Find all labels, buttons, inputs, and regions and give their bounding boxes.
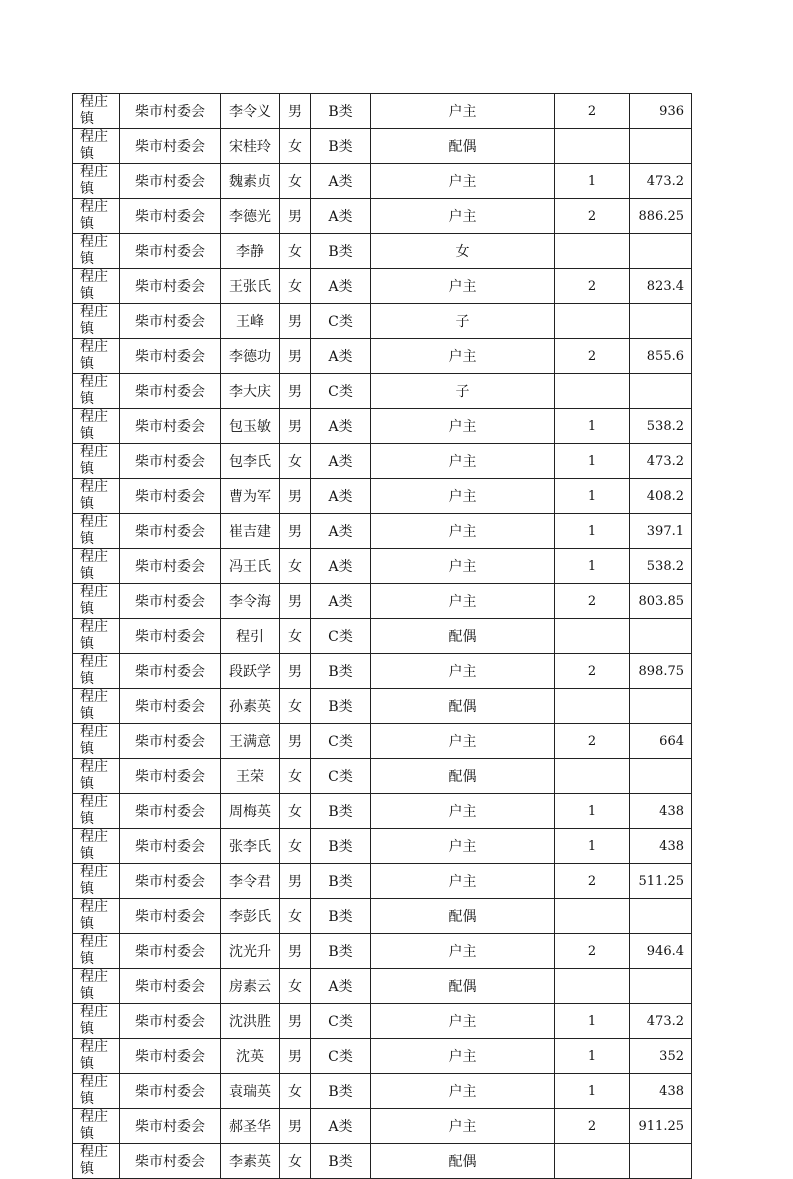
relation-cell: 配偶 — [371, 1144, 555, 1179]
town-cell: 程庄镇 — [73, 794, 120, 829]
table-row — [73, 934, 692, 969]
gender-cell: 女 — [280, 1144, 311, 1179]
name-cell: 张李氏 — [221, 829, 280, 864]
town-cell: 程庄镇 — [73, 864, 120, 899]
gender-cell: 女 — [280, 164, 311, 199]
amount-cell: 473.2 — [630, 164, 692, 199]
gender-cell: 男 — [280, 654, 311, 689]
relation-cell: 户主 — [371, 934, 555, 969]
count-cell: 2 — [555, 934, 630, 969]
name-cell: 沈光升 — [221, 934, 280, 969]
count-cell: 2 — [555, 584, 630, 619]
category-cell: C类 — [311, 304, 371, 339]
amount-cell — [630, 899, 692, 934]
table-row — [73, 584, 692, 619]
category-cell: B类 — [311, 689, 371, 724]
table-row — [73, 689, 692, 724]
amount-cell: 473.2 — [630, 444, 692, 479]
relation-cell: 户主 — [371, 199, 555, 234]
gender-cell: 男 — [280, 409, 311, 444]
category-cell: C类 — [311, 619, 371, 654]
village-cell: 柴市村委会 — [120, 164, 221, 199]
count-cell: 1 — [555, 164, 630, 199]
category-cell: A类 — [311, 409, 371, 444]
town-cell: 程庄镇 — [73, 479, 120, 514]
amount-cell — [630, 1144, 692, 1179]
table-row — [73, 1144, 692, 1179]
count-cell: 1 — [555, 829, 630, 864]
amount-cell: 946.4 — [630, 934, 692, 969]
relation-cell: 配偶 — [371, 899, 555, 934]
name-cell: 李彭氏 — [221, 899, 280, 934]
table-row — [73, 164, 692, 199]
count-cell — [555, 234, 630, 269]
amount-cell — [630, 304, 692, 339]
relation-cell: 户主 — [371, 1004, 555, 1039]
village-cell: 柴市村委会 — [120, 759, 221, 794]
category-cell: A类 — [311, 549, 371, 584]
name-cell: 房素云 — [221, 969, 280, 1004]
amount-cell — [630, 759, 692, 794]
gender-cell: 男 — [280, 1004, 311, 1039]
category-cell: B类 — [311, 1144, 371, 1179]
name-cell: 郝圣华 — [221, 1109, 280, 1144]
table-row — [73, 864, 692, 899]
amount-cell: 473.2 — [630, 1004, 692, 1039]
town-cell: 程庄镇 — [73, 724, 120, 759]
relation-cell: 户主 — [371, 479, 555, 514]
name-cell: 魏素贞 — [221, 164, 280, 199]
village-cell: 柴市村委会 — [120, 969, 221, 1004]
gender-cell: 男 — [280, 724, 311, 759]
count-cell: 1 — [555, 479, 630, 514]
name-cell: 周梅英 — [221, 794, 280, 829]
town-cell: 程庄镇 — [73, 514, 120, 549]
village-cell: 柴市村委会 — [120, 724, 221, 759]
category-cell: B类 — [311, 934, 371, 969]
amount-cell: 511.25 — [630, 864, 692, 899]
table-row — [73, 1109, 692, 1144]
gender-cell: 女 — [280, 444, 311, 479]
table-row — [73, 969, 692, 1004]
table-row — [73, 304, 692, 339]
relation-cell: 户主 — [371, 444, 555, 479]
amount-cell: 438 — [630, 829, 692, 864]
relation-cell: 户主 — [371, 654, 555, 689]
town-cell: 程庄镇 — [73, 234, 120, 269]
relation-cell: 户主 — [371, 584, 555, 619]
count-cell: 1 — [555, 1004, 630, 1039]
count-cell: 1 — [555, 514, 630, 549]
relation-cell: 子 — [371, 304, 555, 339]
town-cell: 程庄镇 — [73, 1039, 120, 1074]
amount-cell — [630, 374, 692, 409]
gender-cell: 男 — [280, 934, 311, 969]
gender-cell: 女 — [280, 794, 311, 829]
name-cell: 沈洪胜 — [221, 1004, 280, 1039]
village-cell: 柴市村委会 — [120, 339, 221, 374]
relation-cell: 户主 — [371, 339, 555, 374]
count-cell: 2 — [555, 339, 630, 374]
village-cell: 柴市村委会 — [120, 1039, 221, 1074]
name-cell: 曹为军 — [221, 479, 280, 514]
amount-cell: 936 — [630, 94, 692, 129]
amount-cell — [630, 619, 692, 654]
relation-cell: 户主 — [371, 794, 555, 829]
village-cell: 柴市村委会 — [120, 479, 221, 514]
relation-cell: 户主 — [371, 94, 555, 129]
category-cell: C类 — [311, 374, 371, 409]
category-cell: B类 — [311, 864, 371, 899]
table-row — [73, 759, 692, 794]
town-cell: 程庄镇 — [73, 654, 120, 689]
table-row — [73, 654, 692, 689]
gender-cell: 男 — [280, 94, 311, 129]
count-cell — [555, 129, 630, 164]
count-cell: 2 — [555, 199, 630, 234]
name-cell: 王荣 — [221, 759, 280, 794]
amount-cell: 664 — [630, 724, 692, 759]
category-cell: C类 — [311, 1004, 371, 1039]
gender-cell: 男 — [280, 584, 311, 619]
table-row — [73, 619, 692, 654]
table-row — [73, 94, 692, 129]
name-cell: 李静 — [221, 234, 280, 269]
table-row — [73, 479, 692, 514]
gender-cell: 男 — [280, 479, 311, 514]
data-table — [72, 93, 692, 1179]
gender-cell: 男 — [280, 514, 311, 549]
table-row — [73, 444, 692, 479]
town-cell: 程庄镇 — [73, 269, 120, 304]
village-cell: 柴市村委会 — [120, 199, 221, 234]
name-cell: 段跃学 — [221, 654, 280, 689]
village-cell: 柴市村委会 — [120, 619, 221, 654]
table-row — [73, 374, 692, 409]
relation-cell: 户主 — [371, 1109, 555, 1144]
category-cell: A类 — [311, 269, 371, 304]
table-row — [73, 129, 692, 164]
village-cell: 柴市村委会 — [120, 1144, 221, 1179]
gender-cell: 女 — [280, 689, 311, 724]
count-cell — [555, 619, 630, 654]
village-cell: 柴市村委会 — [120, 514, 221, 549]
category-cell: A类 — [311, 1109, 371, 1144]
count-cell — [555, 759, 630, 794]
amount-cell: 898.75 — [630, 654, 692, 689]
village-cell: 柴市村委会 — [120, 864, 221, 899]
count-cell: 2 — [555, 654, 630, 689]
table-body — [73, 94, 692, 1179]
category-cell: A类 — [311, 969, 371, 1004]
relation-cell: 户主 — [371, 1074, 555, 1109]
relation-cell: 户主 — [371, 724, 555, 759]
count-cell: 1 — [555, 794, 630, 829]
town-cell: 程庄镇 — [73, 969, 120, 1004]
count-cell: 2 — [555, 269, 630, 304]
town-cell: 程庄镇 — [73, 374, 120, 409]
amount-cell — [630, 969, 692, 1004]
category-cell: A类 — [311, 164, 371, 199]
amount-cell: 886.25 — [630, 199, 692, 234]
amount-cell: 408.2 — [630, 479, 692, 514]
village-cell: 柴市村委会 — [120, 234, 221, 269]
village-cell: 柴市村委会 — [120, 584, 221, 619]
category-cell: A类 — [311, 584, 371, 619]
gender-cell: 女 — [280, 129, 311, 164]
town-cell: 程庄镇 — [73, 409, 120, 444]
gender-cell: 男 — [280, 199, 311, 234]
name-cell: 李令海 — [221, 584, 280, 619]
relation-cell: 配偶 — [371, 759, 555, 794]
relation-cell: 户主 — [371, 409, 555, 444]
village-cell: 柴市村委会 — [120, 304, 221, 339]
village-cell: 柴市村委会 — [120, 1074, 221, 1109]
table-row — [73, 409, 692, 444]
town-cell: 程庄镇 — [73, 199, 120, 234]
name-cell: 李令君 — [221, 864, 280, 899]
amount-cell: 397.1 — [630, 514, 692, 549]
gender-cell: 女 — [280, 969, 311, 1004]
gender-cell: 男 — [280, 339, 311, 374]
village-cell: 柴市村委会 — [120, 409, 221, 444]
count-cell: 1 — [555, 409, 630, 444]
category-cell: B类 — [311, 1074, 371, 1109]
relation-cell: 户主 — [371, 549, 555, 584]
category-cell: B类 — [311, 654, 371, 689]
amount-cell: 911.25 — [630, 1109, 692, 1144]
count-cell: 2 — [555, 864, 630, 899]
category-cell: A类 — [311, 514, 371, 549]
table-row — [73, 514, 692, 549]
amount-cell: 538.2 — [630, 409, 692, 444]
town-cell: 程庄镇 — [73, 1144, 120, 1179]
table-row — [73, 269, 692, 304]
town-cell: 程庄镇 — [73, 1074, 120, 1109]
table-row — [73, 724, 692, 759]
count-cell: 1 — [555, 444, 630, 479]
table-row — [73, 1039, 692, 1074]
town-cell: 程庄镇 — [73, 934, 120, 969]
gender-cell: 男 — [280, 1039, 311, 1074]
count-cell — [555, 1144, 630, 1179]
amount-cell — [630, 234, 692, 269]
village-cell: 柴市村委会 — [120, 374, 221, 409]
gender-cell: 女 — [280, 234, 311, 269]
table-row — [73, 199, 692, 234]
table-row — [73, 549, 692, 584]
name-cell: 李令义 — [221, 94, 280, 129]
name-cell: 沈英 — [221, 1039, 280, 1074]
amount-cell — [630, 689, 692, 724]
gender-cell: 女 — [280, 759, 311, 794]
amount-cell: 855.6 — [630, 339, 692, 374]
relation-cell: 女 — [371, 234, 555, 269]
relation-cell: 配偶 — [371, 689, 555, 724]
town-cell: 程庄镇 — [73, 94, 120, 129]
relation-cell: 户主 — [371, 269, 555, 304]
table-row — [73, 829, 692, 864]
gender-cell: 女 — [280, 549, 311, 584]
town-cell: 程庄镇 — [73, 1004, 120, 1039]
relation-cell: 子 — [371, 374, 555, 409]
town-cell: 程庄镇 — [73, 304, 120, 339]
category-cell: B类 — [311, 899, 371, 934]
category-cell: A类 — [311, 199, 371, 234]
village-cell: 柴市村委会 — [120, 444, 221, 479]
town-cell: 程庄镇 — [73, 899, 120, 934]
amount-cell: 438 — [630, 1074, 692, 1109]
village-cell: 柴市村委会 — [120, 934, 221, 969]
relation-cell: 户主 — [371, 514, 555, 549]
amount-cell: 352 — [630, 1039, 692, 1074]
count-cell: 1 — [555, 1039, 630, 1074]
gender-cell: 男 — [280, 864, 311, 899]
name-cell: 王张氏 — [221, 269, 280, 304]
count-cell — [555, 689, 630, 724]
name-cell: 王满意 — [221, 724, 280, 759]
count-cell: 1 — [555, 549, 630, 584]
count-cell — [555, 374, 630, 409]
category-cell: A类 — [311, 479, 371, 514]
category-cell: B类 — [311, 794, 371, 829]
name-cell: 李德光 — [221, 199, 280, 234]
relation-cell: 配偶 — [371, 129, 555, 164]
town-cell: 程庄镇 — [73, 759, 120, 794]
village-cell: 柴市村委会 — [120, 654, 221, 689]
town-cell: 程庄镇 — [73, 549, 120, 584]
town-cell: 程庄镇 — [73, 689, 120, 724]
village-cell: 柴市村委会 — [120, 549, 221, 584]
village-cell: 柴市村委会 — [120, 829, 221, 864]
category-cell: C类 — [311, 724, 371, 759]
table-row — [73, 899, 692, 934]
village-cell: 柴市村委会 — [120, 1004, 221, 1039]
name-cell: 包李氏 — [221, 444, 280, 479]
amount-cell: 803.85 — [630, 584, 692, 619]
table-row — [73, 1074, 692, 1109]
table-row — [73, 234, 692, 269]
town-cell: 程庄镇 — [73, 619, 120, 654]
count-cell: 2 — [555, 1109, 630, 1144]
town-cell: 程庄镇 — [73, 339, 120, 374]
town-cell: 程庄镇 — [73, 129, 120, 164]
name-cell: 李大庆 — [221, 374, 280, 409]
count-cell — [555, 969, 630, 1004]
count-cell — [555, 304, 630, 339]
name-cell: 李德功 — [221, 339, 280, 374]
town-cell: 程庄镇 — [73, 829, 120, 864]
relation-cell: 配偶 — [371, 619, 555, 654]
name-cell: 程引 — [221, 619, 280, 654]
town-cell: 程庄镇 — [73, 1109, 120, 1144]
name-cell: 王峰 — [221, 304, 280, 339]
village-cell: 柴市村委会 — [120, 129, 221, 164]
category-cell: B类 — [311, 94, 371, 129]
village-cell: 柴市村委会 — [120, 94, 221, 129]
amount-cell: 438 — [630, 794, 692, 829]
category-cell: B类 — [311, 829, 371, 864]
village-cell: 柴市村委会 — [120, 1109, 221, 1144]
category-cell: B类 — [311, 234, 371, 269]
name-cell: 李素英 — [221, 1144, 280, 1179]
gender-cell: 女 — [280, 1074, 311, 1109]
amount-cell: 538.2 — [630, 549, 692, 584]
name-cell: 袁瑞英 — [221, 1074, 280, 1109]
name-cell: 崔吉建 — [221, 514, 280, 549]
gender-cell: 女 — [280, 829, 311, 864]
relation-cell: 配偶 — [371, 969, 555, 1004]
village-cell: 柴市村委会 — [120, 899, 221, 934]
village-cell: 柴市村委会 — [120, 269, 221, 304]
relation-cell: 户主 — [371, 829, 555, 864]
town-cell: 程庄镇 — [73, 444, 120, 479]
relation-cell: 户主 — [371, 164, 555, 199]
category-cell: A类 — [311, 444, 371, 479]
relation-cell: 户主 — [371, 864, 555, 899]
name-cell: 包玉敏 — [221, 409, 280, 444]
count-cell: 2 — [555, 94, 630, 129]
category-cell: C类 — [311, 759, 371, 794]
village-cell: 柴市村委会 — [120, 794, 221, 829]
gender-cell: 男 — [280, 374, 311, 409]
category-cell: B类 — [311, 129, 371, 164]
category-cell: C类 — [311, 1039, 371, 1074]
gender-cell: 女 — [280, 269, 311, 304]
name-cell: 孙素英 — [221, 689, 280, 724]
relation-cell: 户主 — [371, 1039, 555, 1074]
gender-cell: 男 — [280, 1109, 311, 1144]
name-cell: 宋桂玲 — [221, 129, 280, 164]
table-row — [73, 794, 692, 829]
gender-cell: 女 — [280, 619, 311, 654]
table-row — [73, 1004, 692, 1039]
count-cell — [555, 899, 630, 934]
amount-cell — [630, 129, 692, 164]
gender-cell: 女 — [280, 899, 311, 934]
village-cell: 柴市村委会 — [120, 689, 221, 724]
count-cell: 1 — [555, 1074, 630, 1109]
amount-cell: 823.4 — [630, 269, 692, 304]
town-cell: 程庄镇 — [73, 164, 120, 199]
town-cell: 程庄镇 — [73, 584, 120, 619]
table-row — [73, 339, 692, 374]
name-cell: 冯王氏 — [221, 549, 280, 584]
category-cell: A类 — [311, 339, 371, 374]
gender-cell: 男 — [280, 304, 311, 339]
count-cell: 2 — [555, 724, 630, 759]
